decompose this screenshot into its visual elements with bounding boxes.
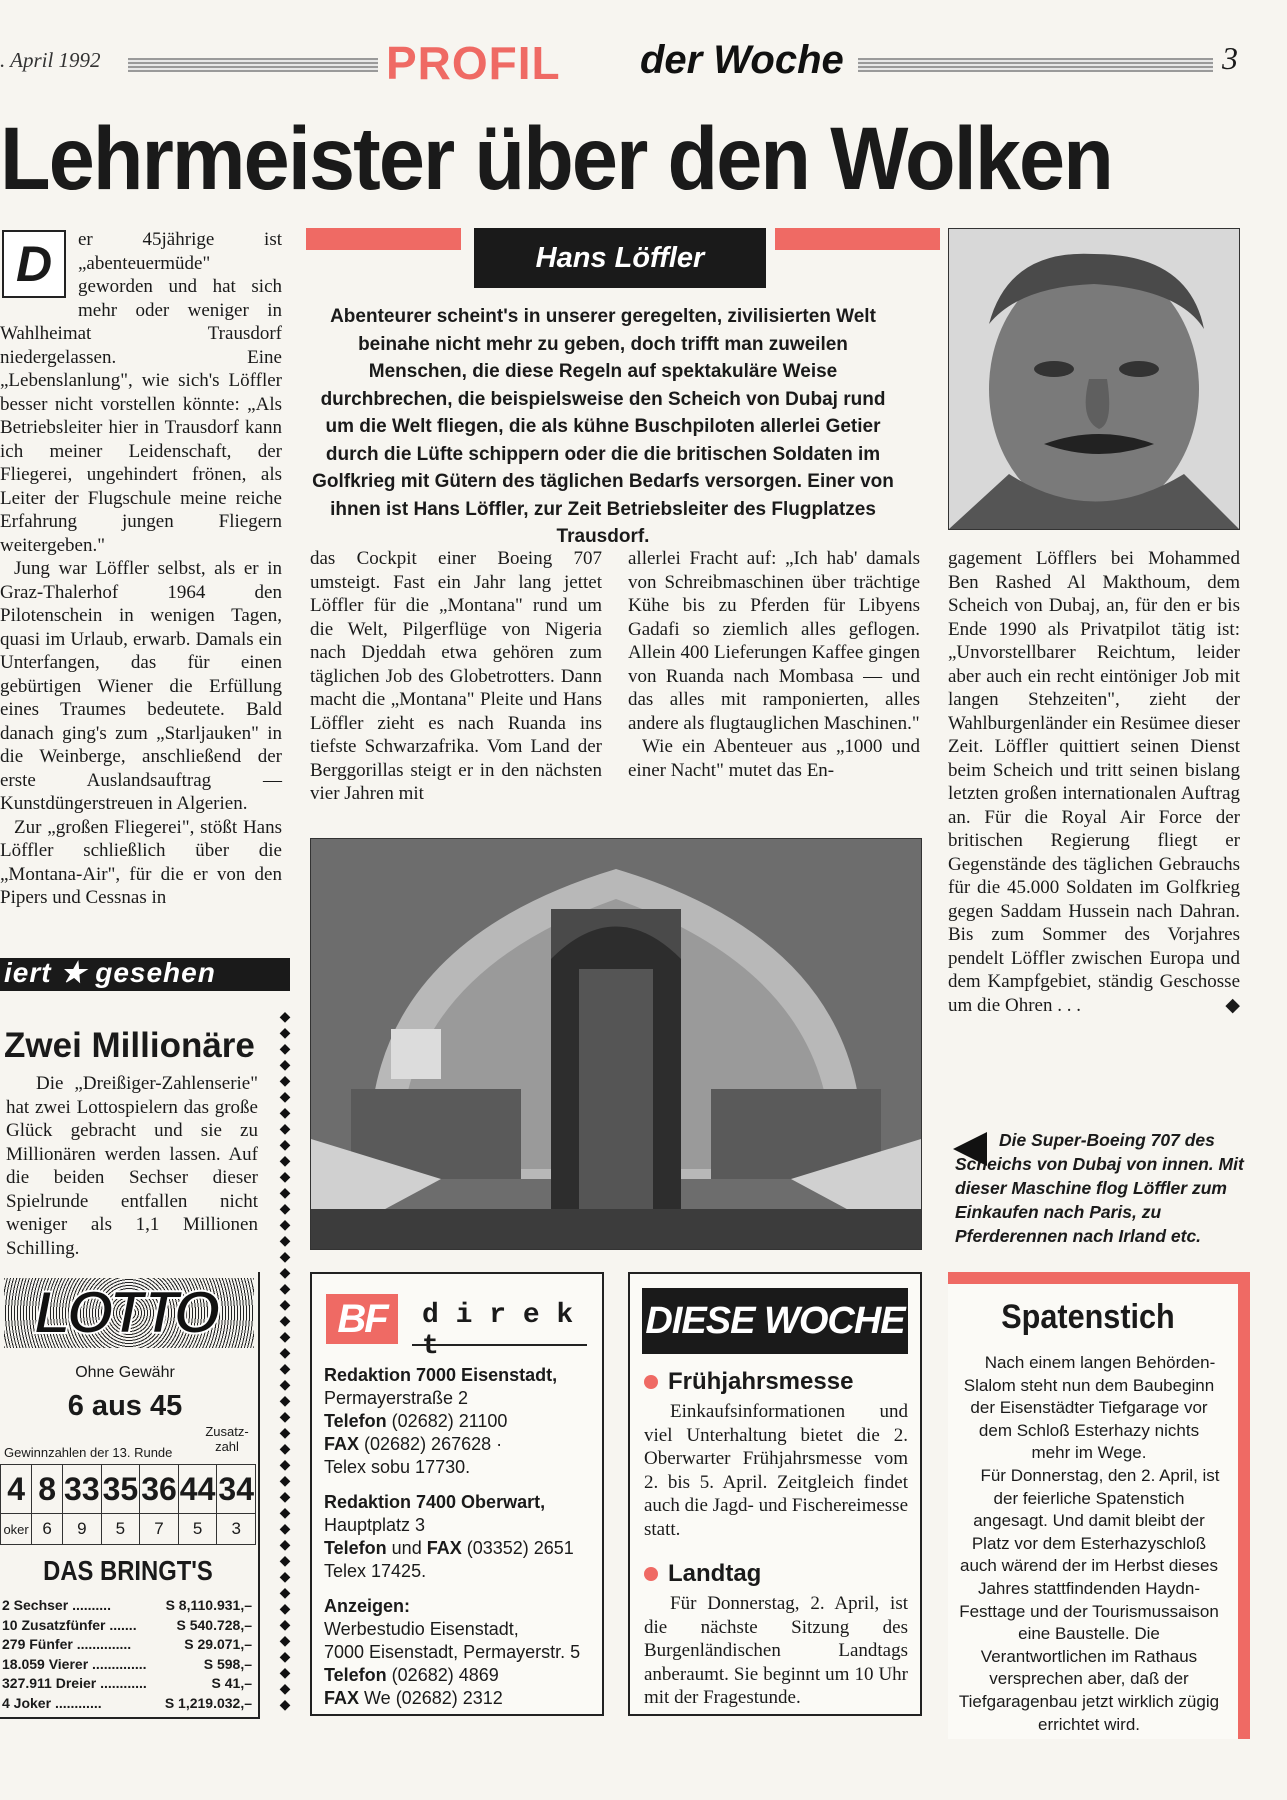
page-number: 3	[1222, 40, 1238, 76]
drop-cap: D	[15, 236, 53, 292]
bullet-icon	[644, 1567, 658, 1581]
fax-value: (02682) 267628 ·	[359, 1434, 503, 1454]
ohne-gewaehr: Ohne Gewähr	[75, 1364, 175, 1381]
col4-body: gagement Löfflers bei Mohammed Ben Rashed Al Makthoum, dem Scheich von Dubaj, an, für den er bis Ende 1990 als Privatpilot tätig ist: „Unvorstellbarer Reichtum, leider aber auch ein recht eintöniger Job mit langen Stehzeiten", zieht der Wahlburgenländer ein Resümee dieser Zeit. Löffler quittiert seinen Dienst beim Scheich und tritt seinen bislang letzten großen internationalen Auftrag an. Für die Royal Air Force der britischen Regierung fliegt er Gegenstände des täglichen Gebrauchs für die 45.000 Soldaten im Golfkrieg gegen Saddam Hussein nach Dahran. Bis zum Sommer des Vorjahres pendelt Löffler zwischen Europa und dem Kampfgebiet, ständig Geschosse um die Ohren . . .	[948, 548, 1240, 1016]
lotto-number: 44	[178, 1465, 217, 1514]
diese-woche-header	[642, 1288, 908, 1354]
article-col2: das Cockpit einer Boeing 707 umsteigt. Fast ein Jahr lang jettet Löffler für die „Montana" rund um die Welt, Pilgerflüge von Nigeria nach Djeddah etwa gehören zum täglichen Job des Globetrotters. Dann macht die „Montana" Pleite und Hans Löffler zieht es nach Ruanda ins tiefste Schwarzafrika. Vom Land der Berggorillas steigt er in den nächsten vier Jahren mit	[310, 548, 602, 804]
tel-value: (03352) 2651	[461, 1538, 574, 1558]
byline-bar-left	[306, 228, 461, 250]
lotto-number: 35	[101, 1465, 140, 1514]
item1-heading	[644, 1368, 908, 1396]
payout-row	[2, 1655, 252, 1675]
payout-dots: ............	[100, 1675, 147, 1691]
fax-label: FAX	[324, 1434, 360, 1454]
fax-label: FAX	[426, 1538, 462, 1558]
article-col4	[948, 547, 1240, 1017]
tel-label: Telefon	[324, 1665, 387, 1685]
payout-value: S 41,–	[211, 1675, 252, 1691]
payout-label: 10 Zusatzfünfer	[2, 1616, 106, 1633]
eisenstadt-title-text: Redaktion 7000 Eisenstadt,	[324, 1365, 558, 1385]
joker-digit: 5	[101, 1514, 140, 1545]
joker-label: oker	[1, 1514, 32, 1545]
bf-logo-text: BF	[337, 1297, 387, 1341]
anzeigen-title	[324, 1595, 594, 1618]
joker-digit: 3	[217, 1514, 256, 1545]
zusatzzahl: 34	[217, 1465, 256, 1514]
anzeigen-tel	[324, 1664, 594, 1687]
payout-value: S 1,219.032,–	[164, 1694, 252, 1711]
payout-row	[2, 1616, 252, 1636]
item2	[644, 1560, 908, 1710]
masthead-rule-right	[858, 58, 1213, 72]
col1-para3: Zur „großen Fliegerei", stößt Hans Löffler schließlich über die „Montana-Air", für die er von den Pipers und Cessnas in	[0, 816, 282, 908]
payout-label: 2 Sechser	[2, 1597, 69, 1613]
lotto-logo-text: LOTTO	[34, 1279, 217, 1346]
lotto-number: 36	[140, 1465, 179, 1514]
end-mark: ◆	[1225, 994, 1240, 1016]
col3-para2: Wie ein Abenteuer aus „1000 und einer Nacht" mutet das En-	[628, 736, 920, 781]
bf-contacts	[324, 1364, 594, 1710]
article-col3	[628, 547, 920, 782]
payout-label: 279 Fünfer	[2, 1636, 73, 1652]
diese-woche-box	[628, 1272, 922, 1716]
headline: Lehrmeister über den Wolken	[0, 108, 1112, 208]
gesehen-banner-text: iert ★ gesehen	[4, 957, 216, 988]
caption-text: Die Super-Boeing 707 des Scheichs von Dubaj von innen. Mit dieser Maschine flog Löffler zum Einkaufen nach Paris, zu Pferderennen nach Irland etc.	[955, 1130, 1244, 1246]
portrait-image	[949, 229, 1239, 529]
anzeigen-fax	[324, 1687, 594, 1710]
payout-label: 4 Joker	[2, 1694, 52, 1711]
bf-logo	[326, 1294, 398, 1344]
lotto-logo	[4, 1278, 254, 1348]
tel-connector: und	[386, 1538, 427, 1558]
payout-dots: ..............	[92, 1655, 147, 1672]
masthead-rule-left	[128, 58, 378, 72]
col1-para1-top: er 45jährige ist „abenteuermüde" geworden und hat sich mehr oder weniger in	[78, 229, 282, 321]
col1-body	[0, 322, 282, 910]
gesehen-title: Zwei Millionäre	[4, 1026, 255, 1065]
col4-text	[948, 547, 1240, 1017]
payout-value: S 8,110.931,–	[165, 1597, 252, 1613]
numbers-row	[1, 1465, 256, 1514]
jet-interior-photo	[310, 838, 922, 1250]
oberwart-title	[324, 1491, 594, 1514]
gesehen-body: Die „Dreißiger-Zahlenserie" hat zwei Lottospielern das große Glück gebracht und sie zu Millionären werden lassen. Auf die beiden Sechser dieser Spielrunde entfallen nicht weniger als 1,1 Millionen Schilling.	[6, 1073, 258, 1259]
item2-body: Für Donnerstag, 2. April, ist die nächste Sitzung des Burgenländischen Landtags anberaumt. Sie beginnt um 10 Uhr mit der Fragestunde.	[644, 1593, 908, 1708]
item2-title: Landtag	[668, 1560, 762, 1587]
payout-value: S 598,–	[203, 1655, 252, 1672]
eisenstadt-tel	[324, 1410, 594, 1433]
caption-arrow-icon	[953, 1132, 987, 1166]
joker-digit: 7	[140, 1514, 179, 1545]
payout-row	[2, 1674, 252, 1694]
oberwart-street: Hauptplatz 3	[324, 1515, 426, 1535]
payout-dots: ..............	[76, 1636, 132, 1652]
col1-para1-rest: Wahlheimat Trausdorf niedergelassen. Eine „Lebenslanlung", wie sich's Löffler besser nicht vorstellen könnte: „Als Betriebsleiter hier in Trausdorf kann ich meiner Leidenschaft, der Fliegerei, ungehindert frönen, als Leiter der Flugschule meine reiche Erfahrung jungen Fliegern weitergeben."	[0, 323, 282, 556]
payout-label: 327.911 Dreier	[2, 1675, 97, 1691]
fax-value: We (02682) 2312	[359, 1688, 503, 1708]
lotto-game: 6 aus 45	[67, 1390, 183, 1422]
gewinnzahlen-label: Gewinnzahlen der 13. Runde	[4, 1445, 173, 1460]
diamond-divider: ◆ ◆ ◆ ◆ ◆ ◆ ◆ ◆ ◆ ◆ ◆ ◆ ◆ ◆ ◆ ◆ ◆ ◆ ◆ ◆ ◆ ◆ ◆ ◆ ◆ ◆ ◆ ◆ ◆ ◆ ◆ ◆ ◆ ◆ ◆ ◆ ◆ ◆ ◆ ◆ ◆ ◆ ◆ ◆	[279, 1010, 291, 1713]
bf-direkt-box	[310, 1272, 604, 1716]
byline: Hans Löffler	[535, 242, 705, 274]
spatenstich-para2: Für Donnerstag, den 2. April, ist der feierliche Spatenstich angesagt. Und damit bleibt der Platz vor dem Esterhazyschloß auch wärend der im Herbst dieses Jahres stattfindenden Haydn-Festtage und der Tourismussaison eine Baustelle. Die Verantwortlichen im Rathaus versprechen aber, daß der Tiefgaragenbau jetzt wirklich zügig errichtet wird.	[958, 1465, 1220, 1734]
masthead-der-woche: der Woche	[640, 38, 844, 82]
item1-body: Einkaufsinformationen und viel Unterhaltung bietet die 2. Oberwarter Frühjahrsmesse vom 2. bis 5. April. Zeitgleich findet auch die Jagd- und Fischereimesse statt.	[644, 1401, 908, 1540]
spatenstich-box	[948, 1272, 1250, 1739]
diese-woche-title: DIESE WOCHE	[645, 1300, 905, 1342]
oberwart-tel	[324, 1537, 594, 1560]
anzeigen-line2: 7000 Eisenstadt, Permayerstr. 5	[324, 1642, 581, 1662]
photo-caption	[955, 1128, 1245, 1248]
tel-value: (02682) 4869	[386, 1665, 499, 1685]
payout-dots: ..........	[72, 1597, 111, 1613]
oberwart-title-text: Redaktion 7400 Oberwart,	[324, 1492, 546, 1512]
item1-title: Frühjahrsmesse	[668, 1368, 854, 1395]
byline-bar-right	[775, 228, 940, 250]
bf-direkt-rule	[412, 1344, 587, 1346]
payout-dots: ............	[54, 1694, 102, 1711]
spatenstich-para1: Nach einem langen Behörden-Slalom steht nun dem Baubeginn der Eisenstädter Tiefgarage vor dem Schloß Esterhazy nichts mehr im Wege.	[963, 1353, 1216, 1463]
col3-para1: allerlei Fracht auf: „Ich hab' damals von Schreibmaschinen über trächtige Kühe bis zu Pferden für Libyens Gadafi so ziemlich alles geflogen. Allein 400 Lieferungen Kaffee gingen von Ruanda nach Mombasa — und das alles mit ramponierten, alles andere als flugtauglichen Maschinen."	[628, 548, 920, 734]
payout-list	[2, 1596, 252, 1713]
lotto-number: 8	[32, 1465, 63, 1514]
tel-value: (02682) 21100	[386, 1411, 508, 1431]
eisenstadt-street: Permayerstraße 2	[324, 1388, 469, 1408]
joker-digit: 6	[32, 1514, 63, 1545]
masthead-profil: PROFIL	[386, 37, 561, 89]
payout-dots: .......	[109, 1616, 137, 1633]
bullet-icon	[644, 1375, 658, 1389]
payout-row	[2, 1635, 252, 1655]
payout-value: S 540.728,–	[176, 1616, 252, 1633]
oberwart-telex: Telex 17425.	[324, 1561, 427, 1581]
joker-digit: 5	[178, 1514, 217, 1545]
eisenstadt-fax	[324, 1433, 594, 1456]
drop-cap-box	[2, 230, 66, 298]
payout-label: 18.059 Vierer	[2, 1655, 89, 1672]
joker-row	[1, 1514, 256, 1545]
lotto-number: 4	[1, 1465, 32, 1514]
col1-para2: Jung war Löffler selbst, als er in Graz-Thalerhof 1964 den Pilotenschein in wenigen Tagen, quasi im Urlaub, erwarb. Damals ein Unterfangen, das für einen gebürtigen Wiener die Erfüllung eines Traumes bedeutete. Bald danach ging's zum „Starljauken" in die Weinberge, anschließend der erste Auslandsauftrag — Kunstdüngerstreuen in Algerien.	[0, 558, 282, 814]
issue-date: . April 1992	[0, 48, 101, 72]
lotto-number: 33	[63, 1465, 102, 1514]
tel-label: Telefon	[324, 1411, 387, 1431]
payout-row	[2, 1596, 252, 1616]
byline-box	[474, 228, 766, 288]
lotto-box	[0, 1272, 260, 1719]
anzeigen-line1: Werbestudio Eisenstadt,	[324, 1619, 519, 1639]
article-intro: Abenteurer scheint's in unserer geregelten, zivilisierten Welt beinahe nicht mehr zu geben, doch trifft man zuweilen Menschen, die diese Regeln auf spektakuläre Weise durchbrechen, die beispielsweise den Scheich von Dubaj rund um die Welt fliegen, die als kühne Buschpiloten allerlei Getier durch die Lüfte schippern oder die die britischen Soldaten im Golfkrieg mit Gütern des täglichen Bedarfs versorgen. Einer von ihnen ist Hans Löffler, zur Zeit Betriebsleiter des Flugplatzes Trausdorf.	[312, 306, 894, 547]
eisenstadt-title	[324, 1364, 594, 1387]
fax-label: FAX	[324, 1688, 360, 1708]
bf-direkt-label: d i r e k t	[422, 1300, 574, 1362]
joker-digit: 9	[63, 1514, 102, 1545]
payout-value: S 29.071,–	[184, 1636, 252, 1652]
item2-heading	[644, 1560, 908, 1588]
spatenstich-title: Spatenstich	[1001, 1298, 1175, 1336]
article-col1	[0, 228, 282, 910]
eisenstadt-telex: Telex sobu 17730.	[324, 1457, 471, 1477]
tel-label: Telefon	[324, 1538, 387, 1558]
bringts-title: DAS BRINGT'S	[43, 1555, 213, 1586]
jet-interior-image	[311, 839, 921, 1249]
anzeigen-title-text: Anzeigen:	[324, 1596, 411, 1616]
portrait-photo	[948, 228, 1240, 530]
zusatz-label: Zusatz- zahl	[205, 1424, 249, 1454]
item1	[644, 1368, 908, 1541]
gesehen-banner	[0, 958, 290, 991]
payout-row	[2, 1694, 252, 1714]
spatenstich-body	[958, 1352, 1220, 1736]
lotto-numbers	[0, 1464, 256, 1545]
